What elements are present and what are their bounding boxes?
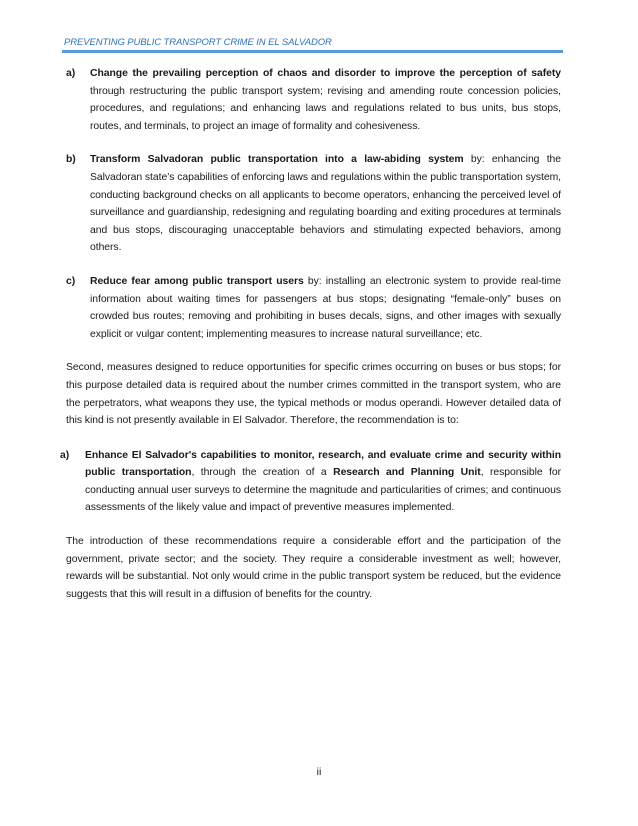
recommendation-item-a <box>66 65 561 135</box>
paragraph-second-measures: Second, measures designed to reduce opportunities for specific crimes occurring on buses or bus stops; for this purpose detailed data is required about the number crimes committed in the transport system, who are the perpetrators, what weapons they use, the typical methods or modus operandi. However detailed data of this kind is not presently available in El Salvador. Therefore, the recommendation is to: <box>66 362 561 427</box>
item-marker: c) <box>66 275 76 287</box>
item-text: by: enhancing the Salvadoran state’s capabilities of enforcing laws and regulations within the public transportation system, conducting background checks on all applicants to become operators, enhancing the perceived level of surveillance and guardianship, redesigning and regulating boarding and exiting procedures at terminals and bus stops, discouraging unacceptable behaviors and stimulating expected behaviors, among others. <box>90 154 562 254</box>
running-header: PREVENTING PUBLIC TRANSPORT CRIME IN EL SALVADOR <box>64 37 332 48</box>
item-text: through restructuring the public transport system; revising and amending route concession policies, procedures, and regulations; and enhancing laws and regulations related to bus units, bus stops, routes, and terminals, to project an image of formality and cohesiveness. <box>90 85 561 132</box>
item-text: by: installing an electronic system to provide real-time information about waiting times for passengers at bus stops; designating “female-only” buses on crowded bus routes; removing and prohibiting in buses decals, signs, and other images with sexually explicit or vulgar content; implementing measures to increase natural surveillance; etc. <box>90 275 561 340</box>
item-text-continued: , responsible for conducting annual user surveys to determine the magnitude and particularities of crimes; and continuous assessments of the likely value and impact of preventive measures implemented. <box>85 467 562 514</box>
item-body <box>90 151 561 257</box>
recommendation-item-research <box>60 447 561 517</box>
item-heading: Enhance El Salvador's capabilities to monitor, research, and evaluate crime and security within public transportation <box>85 449 561 479</box>
item-text: , through the creation of a <box>191 467 334 479</box>
item-body <box>90 273 561 343</box>
item-heading: Reduce fear among public transport users <box>90 275 304 287</box>
recommendation-item-c <box>66 273 561 343</box>
page-number: ii <box>316 766 322 778</box>
item-marker: b) <box>66 154 76 166</box>
item-marker: a) <box>66 68 76 79</box>
item-heading: Change the prevailing perception of chaos and disorder to improve the perception of safety <box>90 68 561 79</box>
page-content <box>60 65 562 620</box>
header-rule <box>62 50 563 53</box>
item-body <box>90 65 561 135</box>
item-unit-name: Research and Planning Unit <box>333 467 481 479</box>
paragraph-conclusion: The introduction of these recommendations require a considerable effort and the participation of the government, private sector; and the society. They require a considerable investment as well; however, rewards will be substantial. Not only would crime in the public transport system be reduced, but the evidence suggests that this will result in a diffusion of benefits for the country. <box>66 536 561 600</box>
item-marker: a) <box>60 449 70 461</box>
recommendation-item-b <box>66 151 561 257</box>
item-heading: Transform Salvadoran public transportation into a law-abiding system <box>90 154 464 166</box>
item-body <box>85 447 561 517</box>
